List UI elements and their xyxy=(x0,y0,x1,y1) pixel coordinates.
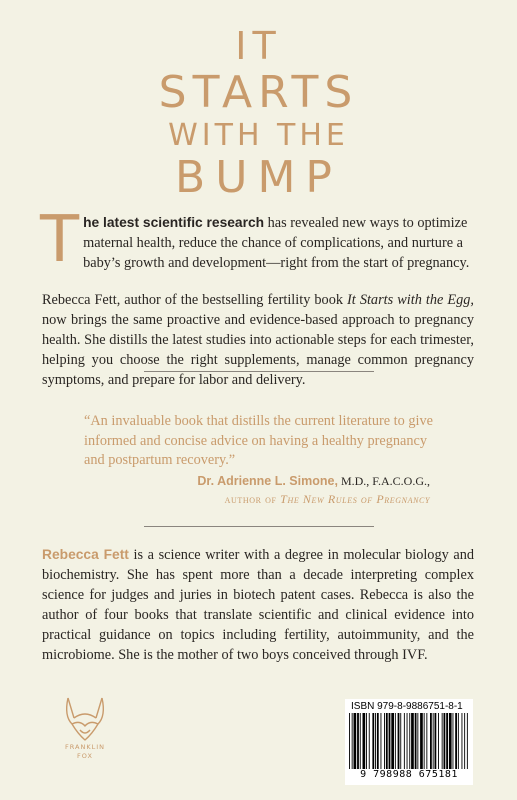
barcode-bar xyxy=(449,713,452,769)
barcode-bar xyxy=(384,713,385,769)
barcode xyxy=(345,699,473,785)
barcode-bar xyxy=(349,713,350,769)
description-part-2: now brings the same proactive and evidence-based approach to pregnancy health. She distills the latest studies into actionable steps for each trimester, helping you choose the right supplements, manage common pregnancy symptoms, and prepare for labor and delivery. xyxy=(42,312,474,388)
barcode-bar xyxy=(438,713,439,769)
barcode-number: 9 798988 675181 xyxy=(360,769,458,780)
testimonial-name: Dr. Adrienne L. Simone, xyxy=(197,474,338,488)
barcode-bar xyxy=(426,713,427,769)
barcode-bar xyxy=(369,713,370,769)
barcode-bar xyxy=(446,713,448,769)
author-bio-text: is a science writer with a degree in molecular biology and biochemistry. She has spent more than a decade interpreting complex science for judges and juries in biotech patent cases. Rebecca is also the author of four books that translate scientific and clinical evidence into practical guidance on topics including fertility, autoimmunity, and the microbiome. She is the mother of two boys conceived through IVF. xyxy=(42,547,474,663)
barcode-bar xyxy=(357,713,359,769)
barcode-bar xyxy=(464,713,465,769)
barcode-bar xyxy=(363,713,366,769)
barcode-bar xyxy=(395,713,396,769)
barcode-bar xyxy=(366,713,367,769)
barcode-bar xyxy=(354,713,357,769)
title-line-4: BUMP xyxy=(175,152,342,203)
barcode-bar xyxy=(455,713,457,769)
title-line-2: STARTS xyxy=(158,67,359,118)
author-name: Rebecca Fett xyxy=(42,547,129,562)
barcode-bar xyxy=(409,713,410,769)
barcode-bar xyxy=(467,713,468,769)
publisher-name-line-1: FRANKLIN xyxy=(65,743,105,751)
barcode-bars xyxy=(349,713,469,769)
barcode-bar xyxy=(420,713,423,769)
testimonial-role: author of xyxy=(224,492,281,506)
barcode-bar xyxy=(375,713,376,769)
description-part-1: Rebecca Fett, author of the bestselling fertility book xyxy=(42,292,348,308)
description-paragraph xyxy=(42,290,474,390)
fox-head-icon xyxy=(50,690,120,780)
intro-lead: he latest scientific research xyxy=(83,215,265,230)
barcode-bar xyxy=(352,713,353,769)
barcode-bar xyxy=(372,713,374,769)
intro-paragraph xyxy=(40,203,474,277)
testimonial-credentials: M.D., F.A.C.O.G., xyxy=(337,474,430,488)
barcode-bar xyxy=(417,713,418,769)
barcode-bar xyxy=(400,713,401,769)
divider-bottom xyxy=(144,526,374,527)
testimonial-attribution xyxy=(197,472,430,508)
publisher-name-line-2: FOX xyxy=(77,752,93,760)
barcode-bar xyxy=(415,713,417,769)
barcode-bar xyxy=(458,713,459,769)
barcode-bar xyxy=(444,713,446,769)
divider-top xyxy=(144,371,374,372)
author-bio xyxy=(42,545,474,665)
barcode-bar xyxy=(424,713,425,769)
barcode-bar xyxy=(404,713,405,769)
testimonial-book: The New Rules of Pregnancy xyxy=(280,492,430,506)
title-line-3: WITH THE xyxy=(168,118,349,153)
barcode-bar xyxy=(453,713,454,769)
barcode-bar xyxy=(433,713,434,769)
isbn-label: ISBN 979-8-9886751-8-1 xyxy=(351,701,463,712)
barcode-bar xyxy=(430,713,432,769)
drop-cap: T xyxy=(40,203,80,277)
description-book-title: It Starts with the Egg, xyxy=(347,292,474,308)
title-line-1: IT xyxy=(235,24,282,68)
barcode-bar xyxy=(391,713,394,769)
barcode-bar xyxy=(407,713,408,769)
testimonial-quote: “An invaluable book that distills the current literature to give informed and concise advice on having a healthy pregnancy and postpartum recovery.” xyxy=(84,413,433,468)
barcode-bar xyxy=(381,713,382,769)
intro-text: has revealed new ways to optimize maternal health, reduce the chance of complications, and nurture a baby’s growth and development—right from the start of pregnancy. xyxy=(83,215,470,271)
barcode-bar xyxy=(377,713,379,769)
barcode-bar xyxy=(386,713,388,769)
barcode-bar xyxy=(360,713,361,769)
barcode-bar xyxy=(389,713,391,769)
barcode-bar xyxy=(411,713,414,769)
barcode-bar xyxy=(398,713,400,769)
barcode-bar xyxy=(435,713,437,769)
barcode-bar xyxy=(462,713,463,769)
barcode-bar xyxy=(442,713,443,769)
